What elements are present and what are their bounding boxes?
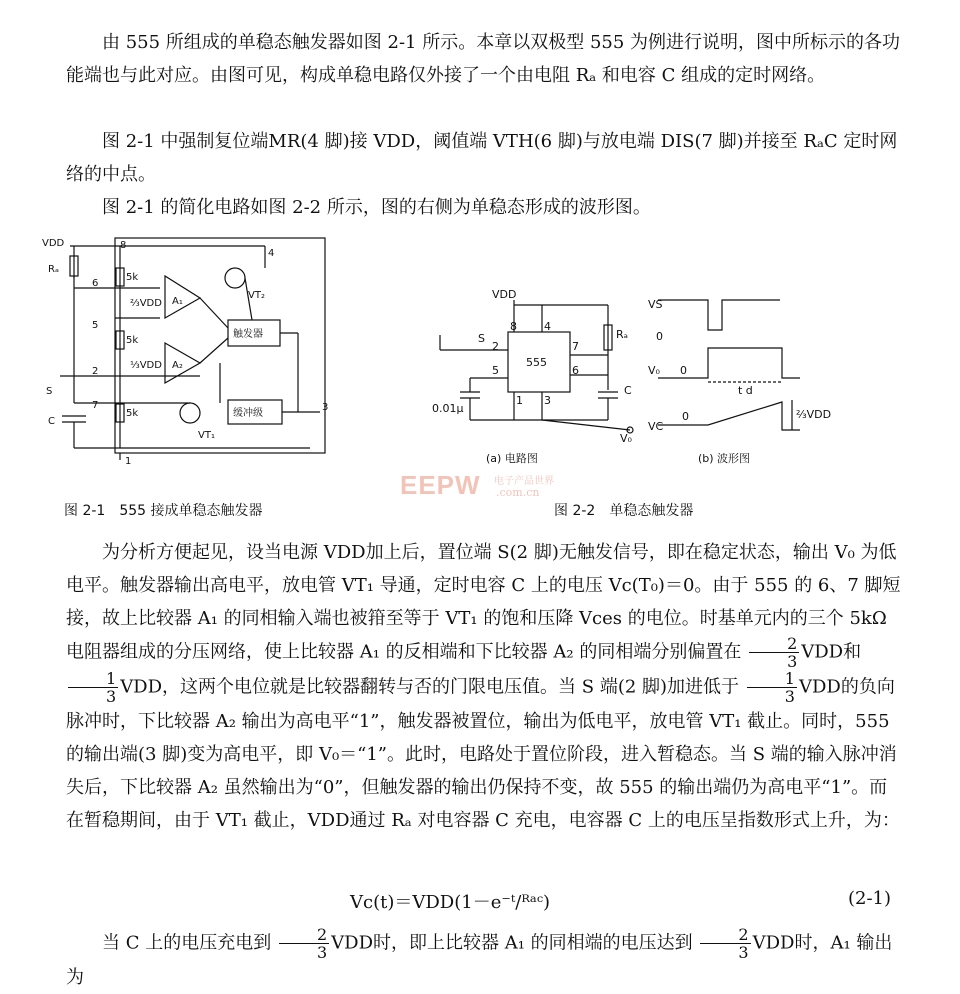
label-two-thirds: ⅔VDD — [130, 298, 162, 309]
figure-2-2-schematic — [430, 270, 850, 470]
watermark-url: .com.cn — [496, 486, 540, 499]
label-vt1: VT₁ — [198, 430, 215, 441]
f2-pin-3: 3 — [544, 394, 551, 407]
f2-label-cap: 0.01μ — [432, 402, 464, 415]
pin-8: 8 — [120, 240, 127, 251]
f2-label-vdd: VDD — [492, 288, 517, 301]
label-c: C — [48, 416, 55, 427]
transistor-vt1 — [180, 403, 200, 423]
pin-2: 2 — [92, 366, 99, 377]
f2-label-zero-2: 0 — [680, 364, 687, 377]
label-5k-2: 5k — [126, 335, 139, 346]
waveform-vc — [658, 402, 800, 430]
fraction-one-third-2: $\frac{1}{3}$ — [747, 670, 797, 705]
f2-label-two-thirds: ⅔VDD — [796, 408, 832, 421]
paragraph-intro: 由 555 所组成的单稳态触发器如图 2-1 所示。本章以双极型 555 为例进行说明，图中所标示的各功能端也与此对应。由图可见，构成单稳电路仅外接了一个由电阻 Rₐ 和电容 C 组成的定时网络。 — [66, 32, 901, 86]
label-s: S — [46, 386, 53, 397]
f2-label-zero-1: 0 — [656, 330, 663, 343]
f2-sub-a: (a) 电路图 — [486, 452, 538, 465]
equation-2-1: Vc(t)＝VDD(1－e⁻ᵗ/ᴿᵃᶜ) — [350, 892, 551, 913]
figure-2-1-caption: 图 2-1 555 接成单稳态触发器 — [64, 503, 263, 519]
equation-number: (2-1) — [848, 888, 892, 909]
pin-6: 6 — [92, 278, 99, 289]
label-buffer: 缓冲级 — [233, 408, 263, 419]
label-5k-1: 5k — [126, 272, 139, 283]
pin-7: 7 — [92, 400, 99, 411]
fraction-two-thirds-3: $\frac{2}{3}$ — [700, 926, 750, 961]
figure-2-1-schematic — [40, 228, 340, 468]
label-trigger: 触发器 — [233, 329, 263, 340]
pin-4: 4 — [268, 248, 275, 259]
f2-label-vs: VS — [648, 298, 663, 311]
paragraph-analysis: 为分析方便起见，设当电源 VDD加上后，置位端 S(2 脚)无触发信号，即在稳定状态，输出 V₀ 为低电平。触发器输出高电平，放电管 VT₁ 导通，定时电容 C 上的电压 Vc(T₀)＝0。由于 555 的 6、7 脚短接，故上比较器 A₁ 的同相输入端也被箝至等于 VT₁ 的饱和压降 Vces 的电位。时基单元内的三个 5kΩ 电阻器组成的分压网络，使上比较器 A₁ 的反相端和下比较器 A₂ 的同相端分别偏置在 $\frac{2}{3}$ VDD和 $\frac{1}{3}$ VDD，这两个电位就是比较器翻转与否的门限电压值。当 S 端(2 脚)加进低于 $\frac{1}{3}$ VDD的负向脉冲时，下比较器 A₂ 输出为高电平“1”，触发器被置位，输出为低电平，放电管 VT₁ 截止。同时，555 的输出端(3 脚)变为高电平，即 V₀＝“1”。此时，电路处于置位阶段，进入暂稳态。当 S 端的输入脉冲消失后，下比较器 A₂ 虽然输出为“0”，但触发器的输出仍保持不变，故 555 的输出端仍为高电平“1”。而在暂稳期间，由于 VT₁ 截止，VDD通过 Rₐ 对电容器 C 充电，电容器 C 上的电压呈指数形式上升，为： — [66, 542, 901, 831]
label-vdd: VDD — [42, 238, 65, 249]
paragraph-pins: 图 2-1 中强制复位端MR(4 脚)接 VDD，阈值端 VTH(6 脚)与放电端 DIS(7 脚)并接至 RₐC 定时网络的中点。 — [66, 131, 898, 185]
f2-pin-6: 6 — [572, 364, 579, 377]
eepw-watermark-logo — [400, 470, 590, 502]
f2-pin-5: 5 — [492, 364, 499, 377]
label-ra: Rₐ — [48, 264, 59, 275]
paragraph-simplified: 图 2-1 的简化电路如图 2-2 所示，图的右侧为单稳态形成的波形图。 — [102, 197, 651, 218]
label-a2: A₂ — [172, 360, 183, 371]
f2-pin-4: 4 — [544, 320, 551, 333]
fraction-two-thirds-2: $\frac{2}{3}$ — [279, 926, 329, 961]
figure-2-2-caption: 图 2-2 单稳态触发器 — [554, 503, 694, 519]
fraction-one-third: $\frac{1}{3}$ — [68, 670, 118, 705]
pin-5: 5 — [92, 320, 99, 331]
f2-label-zero-3: 0 — [682, 410, 689, 423]
pin-1: 1 — [125, 456, 132, 467]
label-vt2: VT₂ — [248, 290, 265, 301]
paragraph-charge: 当 C 上的电压充电到 $\frac{2}{3}$ VDD时，即上比较器 A₁ 的同相端的电压达到 $\frac{2}{3}$ VDD时，A₁ 输出为 — [66, 925, 893, 988]
f2-label-v0: V₀ — [620, 432, 632, 445]
f2-pin-2: 2 — [492, 340, 499, 353]
f2-label-td: t d — [738, 384, 753, 397]
waveform-vs — [658, 300, 780, 330]
f2-label-vc: VC — [648, 420, 664, 433]
f2-pin-7: 7 — [572, 340, 579, 353]
watermark-tagline: 电子产品世界 — [494, 476, 554, 487]
f2-pin-8: 8 — [510, 320, 517, 333]
f2-label-ra: Rₐ — [616, 328, 628, 341]
f2-pin-1: 1 — [516, 394, 523, 407]
f2-sub-b: (b) 波形图 — [698, 452, 751, 465]
f2-label-555: 555 — [526, 356, 547, 369]
label-a1: A₁ — [172, 296, 183, 307]
label-5k-3: 5k — [126, 408, 139, 419]
pin-3: 3 — [322, 402, 329, 413]
f2-label-vo: V₀ — [648, 364, 660, 377]
f2-label-c: C — [624, 384, 632, 397]
fraction-two-thirds: $\frac{2}{3}$ — [749, 635, 799, 670]
f2-label-s: S — [478, 332, 485, 345]
label-one-third: ⅓VDD — [130, 360, 162, 371]
transistor-vt2 — [225, 268, 245, 288]
watermark-logo: EEPW — [400, 470, 481, 500]
